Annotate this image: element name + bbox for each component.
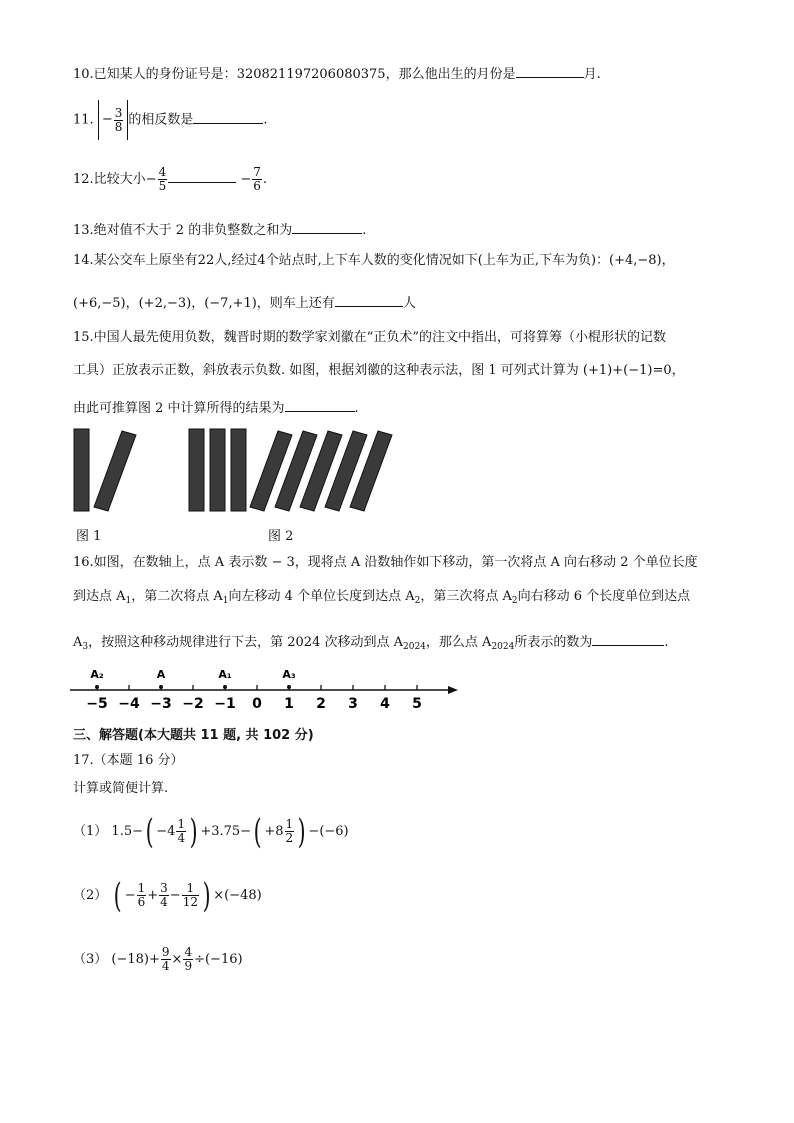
- figure-2-label: 图 2: [268, 529, 294, 544]
- q17-p2-t1-sign: −: [124, 888, 136, 903]
- question-13: [73, 219, 366, 240]
- q17-p2-label: （2）: [73, 888, 108, 903]
- q17-p1-b: −4: [156, 824, 176, 839]
- q17-p1-c: +3.75−: [200, 824, 252, 839]
- number-line-tick-label: 1: [284, 696, 294, 712]
- figure-1-label: 图 1: [76, 529, 102, 544]
- q17-p1-d-den: 2: [285, 831, 294, 845]
- q17-p2-t3-sign: −: [169, 888, 181, 903]
- q13-text: 13.绝对值不大于 2 的非负整数之和为: [73, 223, 293, 238]
- question-16-line-2: [73, 588, 690, 610]
- q17-p1-e: −(−6): [308, 824, 349, 839]
- q12-b-sign: −: [240, 172, 252, 187]
- q16-line3-sub1: 3: [82, 642, 89, 652]
- q17-p3-f2-num: 4: [184, 945, 193, 959]
- number-line-point-label: A₁: [218, 668, 232, 681]
- q12-end: .: [262, 172, 268, 187]
- q11-fraction: [114, 107, 124, 134]
- rod-upright: [74, 429, 89, 511]
- q11-text: 的相反数是: [128, 112, 194, 128]
- q12-b-num: 7: [253, 165, 261, 179]
- q12-answer-blank[interactable]: [168, 168, 236, 183]
- q15-line3: 由此可推算图 2 中计算所得的结果为: [73, 401, 285, 416]
- q16-line1: 16.如图，在数轴上，点 A 表示数 − 3，现将点 A 沿数轴作如下移动，第一次将点 A 向右移动 2 个单位长度: [73, 555, 698, 570]
- q12-b-den: 6: [253, 179, 261, 193]
- q16-line2-d: ，第三次将点 A: [420, 589, 512, 604]
- paren-open: (: [253, 811, 262, 852]
- number-line-point: [95, 685, 99, 689]
- q11-frac-num: 3: [114, 105, 123, 120]
- question-10: [73, 63, 601, 84]
- q14-answer-blank[interactable]: [335, 292, 403, 307]
- q10-prefix: 10.已知某人的身份证号是：: [73, 67, 237, 82]
- q12-fraction-b: [252, 166, 262, 193]
- q17-p2-t1-den: 6: [137, 895, 146, 909]
- q15-line3-end: .: [354, 401, 359, 416]
- q17-p2-tail: ×(−48): [213, 888, 262, 903]
- q13-answer-blank[interactable]: [292, 219, 362, 234]
- q17-p2-frac-2: [159, 882, 169, 909]
- rod-upright: [210, 429, 225, 511]
- q17-p2-t3-num: 1: [186, 881, 195, 895]
- q17-p3-f2-den: 9: [184, 959, 193, 973]
- q11-end: .: [263, 112, 268, 128]
- q17-p1-b-num: 1: [177, 817, 186, 831]
- q10-suffix: 月.: [583, 67, 601, 82]
- number-line-point-label: A: [156, 668, 166, 681]
- rod-slanted: [94, 431, 136, 511]
- q17-p1-a: 1.5−: [111, 824, 143, 839]
- q12-prefix: 12.比较大小: [73, 172, 146, 187]
- q12-a-num: 4: [158, 165, 167, 179]
- number-line-tick-label: 3: [348, 696, 358, 712]
- number-line-arrow-icon: [448, 686, 458, 694]
- q11-answer-blank[interactable]: [193, 109, 263, 124]
- q14-line1: 14.某公交车上原坐有22人,经过4个站点时,上下车人数的变化情况如下(上车为正,下车为负)：(+4,−8)，: [73, 253, 675, 268]
- q17-p2-t3-den: 12: [182, 895, 198, 909]
- q14-line2-end: 人: [402, 296, 416, 311]
- q16-line2-sub2: 1: [222, 596, 229, 606]
- q17-p1-frac-d: [285, 818, 295, 845]
- question-14-line-2: [73, 292, 416, 313]
- q17-p2-t2-sign: +: [147, 888, 159, 903]
- question-12: [73, 160, 267, 200]
- number-line-tick-label: 4: [380, 696, 390, 712]
- q12-a-sign: −: [145, 172, 157, 187]
- number-line-point: [287, 685, 291, 689]
- rod-upright: [189, 429, 204, 511]
- question-15-line-1: [73, 329, 666, 347]
- q17-p2-t1-num: 1: [137, 881, 146, 895]
- number-line: [66, 664, 466, 716]
- q16-line2-b: ，第二次将点 A: [131, 589, 223, 604]
- question-16-line-3: [73, 631, 669, 656]
- q16-line3-b: ，按照这种移动规律进行下去，第 2024 次移动到点 A: [88, 635, 403, 650]
- q16-line3-sub2: 2024: [403, 642, 426, 652]
- q17-part-2: [73, 876, 262, 916]
- q17-p3-f1-num: 9: [161, 945, 170, 959]
- counting-rods-figure: [70, 425, 410, 525]
- q10-answer-blank[interactable]: [516, 63, 584, 78]
- paren-close: ): [297, 811, 306, 852]
- rod-upright: [231, 429, 246, 511]
- q10-id-number: 320821197206080375: [236, 67, 386, 82]
- number-line-tick-label: −3: [150, 696, 172, 712]
- q15-line2: 工具）正放表示正数，斜放表示负数. 如图，根据刘徽的这种表示法，图 1 可列式计算为 (+1)+(−1)=0，: [73, 363, 685, 378]
- q12-fraction-a: [158, 166, 168, 193]
- q17-p1-label: （1）: [73, 824, 108, 839]
- q16-line3-sub3: 2024: [491, 642, 515, 652]
- figure-2-rods: [189, 429, 392, 511]
- figure-1-rods: [74, 429, 136, 511]
- q17-p3-tail: ÷(−16): [194, 952, 243, 967]
- q17-p2-frac-1: [137, 882, 147, 909]
- q17-p3-f1-den: 4: [161, 959, 170, 973]
- paren-open: (: [114, 875, 123, 916]
- q16-line3-c: ，那么点 A: [425, 635, 492, 650]
- q17-p1-d-num: 1: [285, 817, 294, 831]
- q16-line3-d: 所表示的数为: [514, 635, 593, 650]
- q16-line2-e: 向右移动 6 个长度单位到达点: [517, 589, 691, 604]
- q17-p3-label: （3）: [73, 952, 108, 967]
- q17-part-1: [73, 812, 349, 852]
- number-line-ticks: [86, 685, 422, 712]
- q13-end: .: [362, 223, 367, 238]
- q17-p3-frac-2: [183, 946, 193, 973]
- paren-open: (: [145, 811, 154, 852]
- paren-close: ): [202, 875, 211, 916]
- number-line-tick-label: −4: [118, 696, 140, 712]
- q17-header: 17.（本题 16 分）: [73, 753, 184, 768]
- q16-line3-a: A: [73, 635, 83, 650]
- question-15-line-3: [73, 397, 359, 418]
- q16-line2-c: 向左移动 4 个单位长度到达点 A: [228, 589, 415, 604]
- q17-p2-frac-3: [182, 882, 199, 909]
- q15-line1: 15.中国人最先使用负数，魏晋时期的数学家刘徽在“正负术”的注文中指出，可将算筹（小棍形状的记数: [73, 330, 666, 345]
- q16-line2-sub4: 2: [511, 596, 518, 606]
- q17-p3-a: (−18)+: [111, 952, 160, 967]
- q17-p1-d: +8: [264, 824, 284, 839]
- q16-answer-blank[interactable]: [592, 631, 664, 646]
- q10-middle: ，那么他出生的月份是: [385, 67, 516, 82]
- q15-answer-blank[interactable]: [285, 397, 355, 412]
- q17-p2-t2-den: 4: [160, 895, 168, 909]
- q11-absolute-value: [98, 100, 129, 140]
- q17-part-3: [73, 940, 243, 980]
- q16-line3-end: .: [664, 635, 669, 650]
- number-line-point: [223, 685, 227, 689]
- q14-line2-pairs: (+6,−5)，(+2,−3)，(−7,+1)，则车上还有: [73, 296, 335, 311]
- number-line-tick-label: 2: [316, 696, 326, 712]
- q11-number: 11.: [73, 112, 94, 128]
- q16-line2-sub3: 2: [414, 596, 421, 606]
- q17-p3-op: ×: [171, 952, 183, 967]
- question-14-line-1: [73, 252, 675, 270]
- q17-p3-frac-1: [161, 946, 171, 973]
- question-15-line-2: [73, 362, 685, 380]
- number-line-point-label: A₂: [90, 668, 104, 681]
- q17-instruction: 计算或简便计算.: [73, 781, 169, 796]
- q16-line2-a: 到达点 A: [73, 589, 126, 604]
- q16-line2-sub1: 1: [125, 596, 132, 606]
- q17-p2-t2-num: 3: [160, 881, 168, 895]
- q17-p1-b-den: 4: [177, 831, 186, 845]
- question-16-line-1: [73, 554, 698, 572]
- number-line-tick-label: −5: [86, 696, 108, 712]
- q12-a-den: 5: [158, 179, 167, 193]
- number-line-point: [159, 685, 163, 689]
- number-line-tick-label: 0: [252, 696, 262, 712]
- question-11: [73, 100, 268, 140]
- paren-close: ): [189, 811, 198, 852]
- q11-sign: −: [101, 112, 113, 127]
- q11-frac-den: 8: [114, 119, 123, 134]
- number-line-tick-label: 5: [412, 696, 422, 712]
- number-line-tick-label: −1: [214, 696, 236, 712]
- section-3-title: 三、解答题(本大题共 11 题, 共 102 分): [73, 728, 314, 743]
- q17-p1-frac-b: [176, 818, 186, 845]
- number-line-point-label: A₃: [282, 668, 296, 681]
- number-line-tick-label: −2: [182, 696, 204, 712]
